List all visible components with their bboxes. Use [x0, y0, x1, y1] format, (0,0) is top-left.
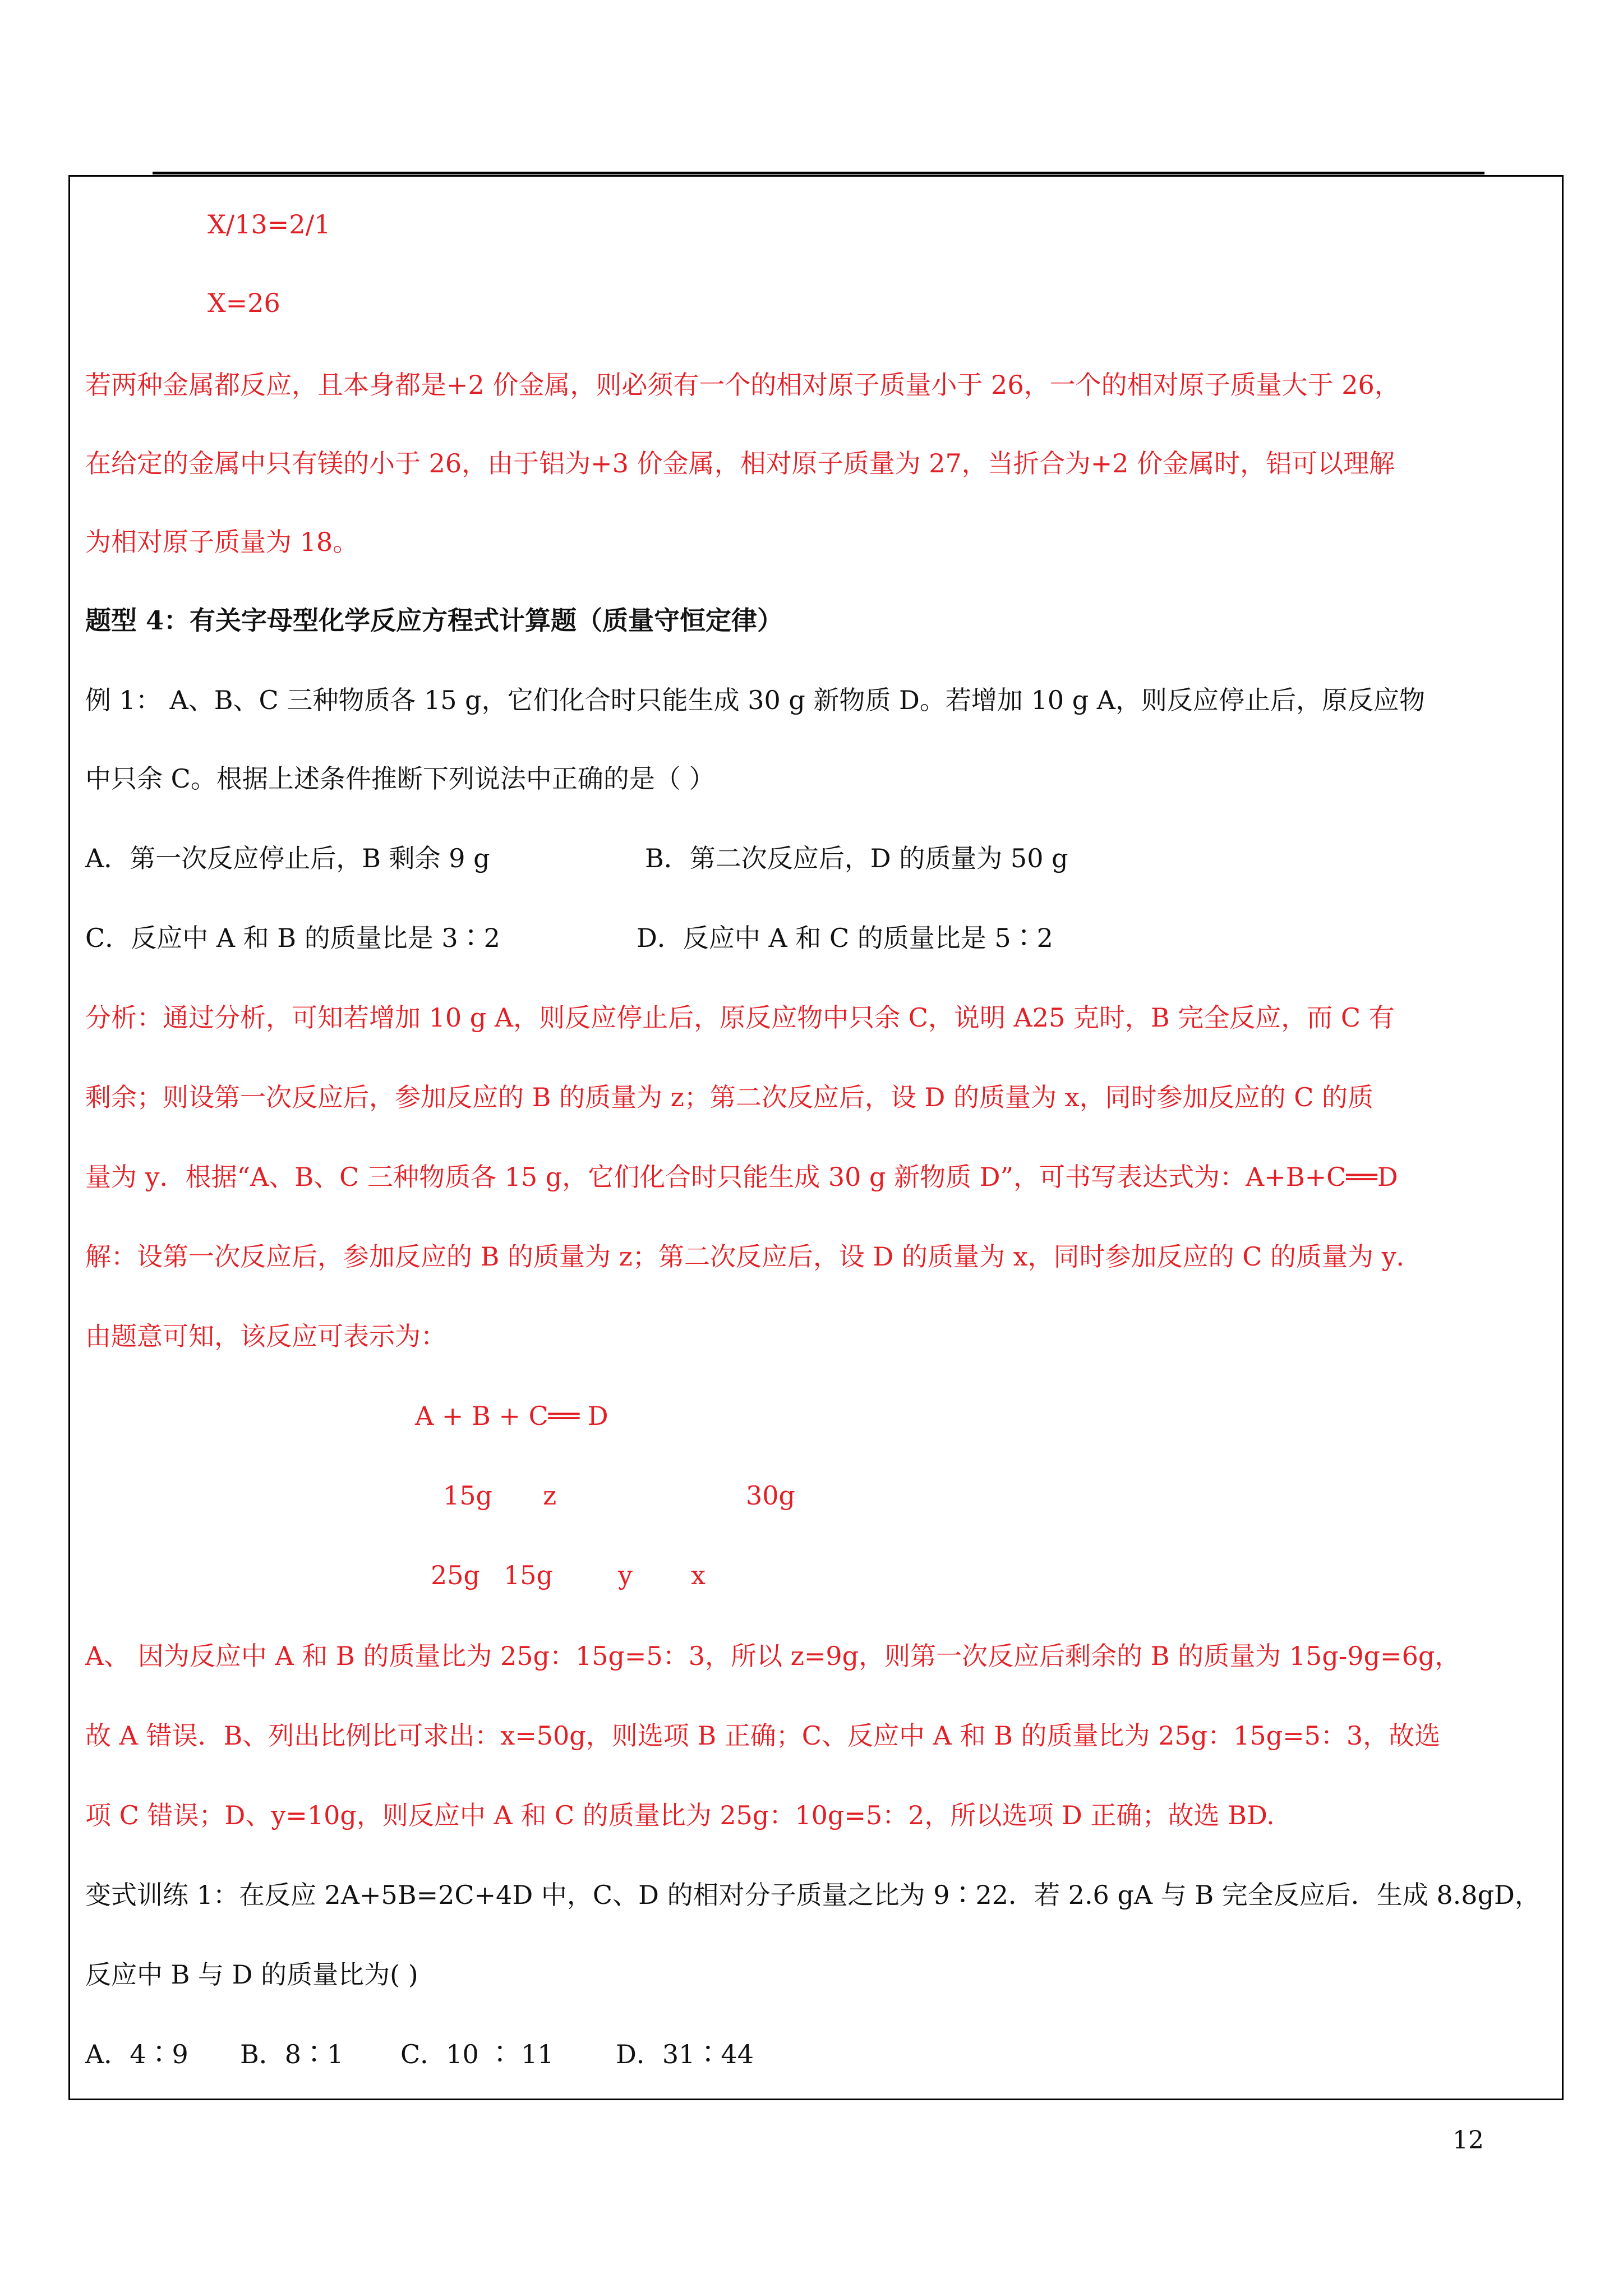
equation-row2-d: x [691, 1560, 706, 1590]
practice-option-b: B．8∶1 [240, 2039, 344, 2069]
option-d: D．反应中 A 和 C 的质量比是 5∶2 [637, 923, 1053, 953]
equation-row2-a: 25g [431, 1560, 480, 1590]
equation-row1-a: 15g [443, 1480, 492, 1511]
page-number: 12 [1453, 2126, 1484, 2155]
solution-line-2: 由题意可知，该反应可表示为： [85, 1321, 446, 1351]
practice-option-c: C．10 ∶ 11 [400, 2039, 554, 2069]
option-c: C．反应中 A 和 B 的质量比是 3∶2 [85, 923, 500, 953]
equation-row2-b: 15g [504, 1560, 553, 1590]
answer-line-3: 项 C 错误；D、y=10g，则反应中 A 和 C 的质量比为 25g：10g=5：2，所以选项 D 正确；故选 BD. [85, 1800, 1275, 1830]
calc-line-ratio: X/13=2/1 [208, 209, 331, 240]
practice-option-a: A．4∶9 [85, 2039, 188, 2069]
answer-line-2: 故 A 错误．B、列出比例比可求出：x=50g，则选项 B 正确；C、反应中 A 和 B 的质量比为 25g：15g=5：3，故选 [85, 1720, 1441, 1751]
equation-line: A + B + C══ D [415, 1401, 608, 1431]
example-question-line-2: 中只余 C。根据上述条件推断下列说法中正确的是（ ） [85, 763, 715, 794]
equation-row1-b: z [543, 1480, 557, 1511]
answer-line-1: A、 因为反应中 A 和 B 的质量比为 25g：15g=5：3，所以 z=9g，则第一次反应后剩余的 B 的质量为 15g-9g=6g， [85, 1641, 1461, 1671]
practice-question-line-1: 变式训练 1：在反应 2A+5B=2C+4D 中，C、D 的相对分子质量之比为 9∶22．若 2.6 gA 与 B 完全反应后．生成 8.8gD， [85, 1880, 1541, 1910]
option-a: A．第一次反应停止后，B 剩余 9 g [85, 843, 490, 873]
example-question-line-1: 例 1： A、B、C 三种物质各 15 g，它们化合时只能生成 30 g 新物质 D。若增加 10 g A，则反应停止后，原反应物 [85, 685, 1425, 715]
explanation-line-2: 在给定的金属中只有镁的小于 26，由于铝为+3 价金属，相对原子质量为 27，当折合为+2 价金属时，铝可以理解 [85, 448, 1395, 478]
analysis-line-1: 分析：通过分析，可知若增加 10 g A，则反应停止后，原反应物中只余 C，说明 A25 克时，B 完全反应，而 C 有 [85, 1002, 1395, 1033]
header-rule [153, 172, 1484, 174]
explanation-line-1: 若两种金属都反应，且本身都是+2 价金属，则必须有一个的相对原子质量小于 26，一个的相对原子质量大于 26， [85, 370, 1400, 400]
solution-line-1: 解：设第一次反应后，参加反应的 B 的质量为 z；第二次反应后，设 D 的质量为 x，同时参加反应的 C 的质量为 y． [85, 1241, 1422, 1272]
equation-row2-c: y [618, 1560, 633, 1590]
calc-line-result: X=26 [208, 288, 280, 318]
explanation-line-3: 为相对原子质量为 18。 [85, 527, 359, 557]
analysis-line-3: 量为 y．根据“A、B、C 三种物质各 15 g，它们化合时只能生成 30 g 新物质 D”，可书写表达式为：A+B+C══D [85, 1162, 1398, 1192]
equation-row1-d: 30g [746, 1480, 795, 1511]
analysis-line-2: 剩余；则设第一次反应后，参加反应的 B 的质量为 z；第二次反应后，设 D 的质量为 x，同时参加反应的 C 的质 [85, 1082, 1374, 1112]
practice-question-line-2: 反应中 B 与 D 的质量比为( ) [85, 1959, 418, 1990]
option-b: B．第二次反应后，D 的质量为 50 g [645, 843, 1068, 873]
section-heading: 题型 4：有关字母型化学反应方程式计算题（质量守恒定律） [85, 605, 783, 636]
practice-option-d: D．31∶44 [616, 2039, 754, 2069]
